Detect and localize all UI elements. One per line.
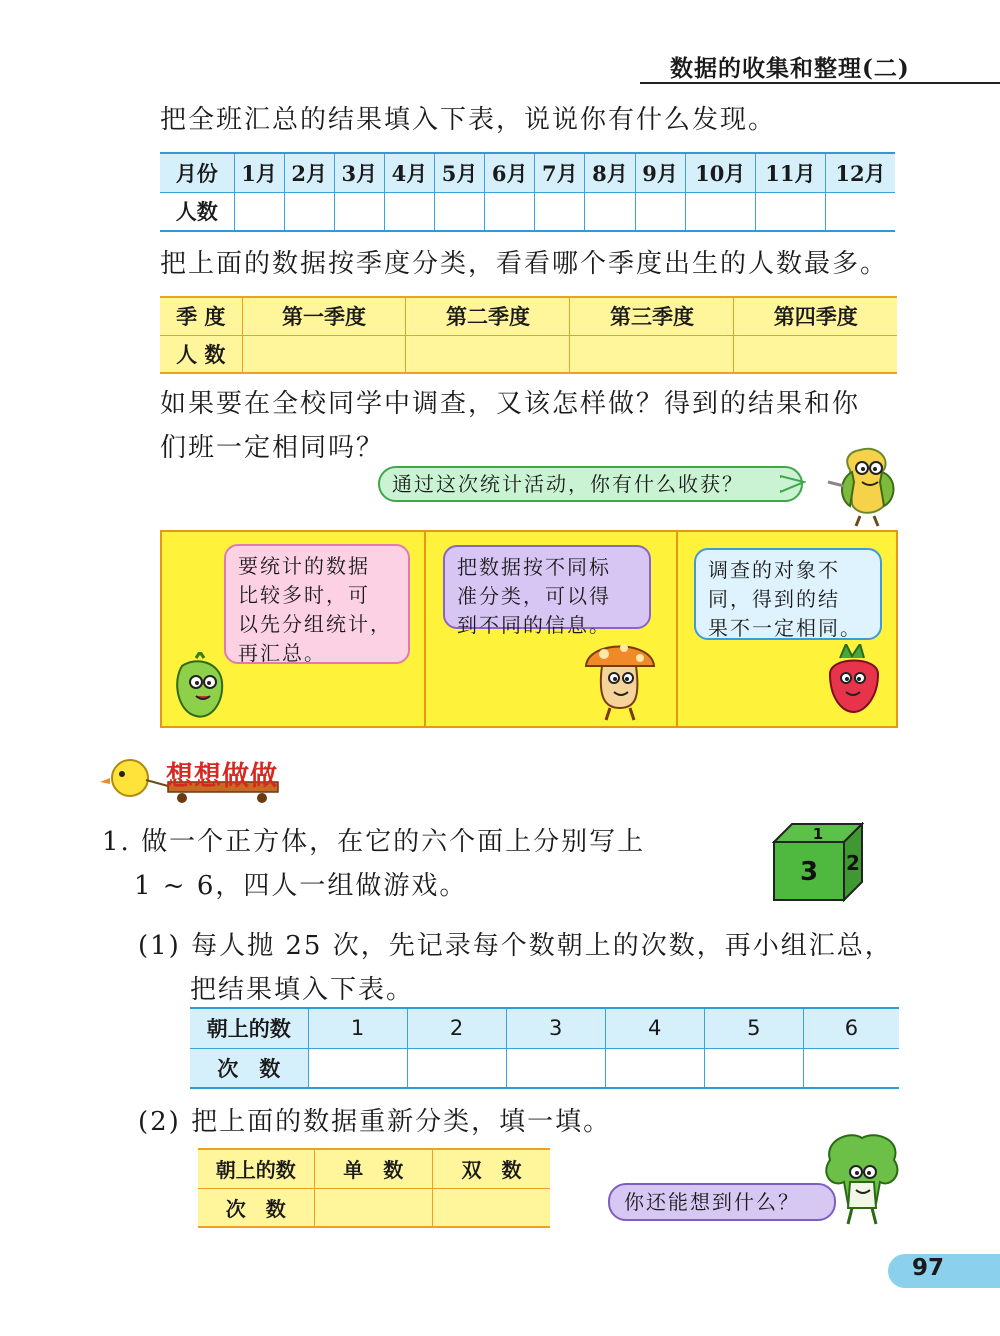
tip-line: 到不同的信息。 [457,613,611,637]
tip-line: 把数据按不同标 [457,555,611,579]
bubble-tail [780,474,806,496]
tip-line: 准分类，可以得 [457,584,611,608]
dice-value-cell: 2 [407,1008,506,1048]
tip-bubble-group [224,544,410,664]
parity-count-header: 次 数 [198,1188,314,1227]
count-cell[interactable] [432,1188,550,1227]
season-count-header: 人 数 [160,335,242,373]
tip-line: 果不一定相同。 [708,616,862,640]
count-cell[interactable] [435,192,485,231]
month-cell: 6月 [485,153,535,192]
month-cell: 8月 [585,153,635,192]
even-column-header: 双 数 [432,1149,550,1188]
month-cell: 1月 [234,153,284,192]
month-count-row [160,192,895,231]
dice-value-cell: 5 [704,1008,803,1048]
season-cell: 第三季度 [570,297,734,335]
dice-header-row [190,1008,899,1048]
month-cell: 4月 [384,153,434,192]
question-bubble: 通过这次统计活动，你有什么收获？ [378,466,803,502]
season-header-row [160,297,897,335]
season-cell: 第二季度 [406,297,570,335]
count-cell[interactable] [535,192,585,231]
count-cell[interactable] [734,335,897,373]
part-1-line1: (1) 每人抛 25 次，先记录每个数朝上的次数，再小组汇总， [138,931,893,961]
tip-line: 要统计的数据 [238,554,370,578]
count-cell[interactable] [314,1188,432,1227]
dice-table [190,1007,899,1089]
count-cell[interactable] [334,192,384,231]
count-cell[interactable] [605,1048,704,1088]
dice-count-row [190,1048,899,1088]
count-cell[interactable] [755,192,825,231]
section-title: 想想做做 [166,761,278,792]
month-cell: 9月 [635,153,685,192]
month-cell: 12月 [825,153,895,192]
parity-header-row [198,1149,550,1188]
month-table [160,152,895,232]
season-row-header: 季 度 [160,297,242,335]
month-cell: 11月 [755,153,825,192]
tip-line: 调查的对象不 [708,558,840,582]
dice-count-header: 次 数 [190,1048,308,1088]
dice-value-cell: 1 [308,1008,407,1048]
month-cell: 10月 [685,153,755,192]
odd-column-header: 单 数 [314,1149,432,1188]
parity-table [198,1148,550,1228]
month-cell: 7月 [535,153,585,192]
dice-value-cell: 6 [803,1008,899,1048]
number-cube-icon [772,822,864,902]
season-cell: 第一季度 [242,297,406,335]
dice-value-cell: 3 [506,1008,605,1048]
count-cell[interactable] [825,192,895,231]
count-cell[interactable] [308,1048,407,1088]
exercise-1 [102,820,645,908]
exercise-1-line1: 1. 做一个正方体，在它的六个面上分别写上 [102,827,646,857]
count-cell[interactable] [242,335,406,373]
count-cell[interactable] [284,192,334,231]
school-question-line2: 们班一定相同吗？ [160,433,385,463]
tip-line: 再汇总。 [238,641,326,665]
count-cell[interactable] [234,192,284,231]
season-count-row [160,335,897,373]
tip-line: 比较多时，可 [238,583,370,607]
cube-front-face: 3 [799,857,819,887]
season-cell: 第四季度 [734,297,897,335]
count-cell[interactable] [506,1048,605,1088]
dice-row-header: 朝上的数 [190,1008,308,1048]
count-cell[interactable] [570,335,734,373]
count-cell[interactable] [485,192,535,231]
intro-text: 把全班汇总的结果填入下表，说说你有什么发现。 [160,105,777,135]
month-cell: 3月 [334,153,384,192]
question-bubble-bottom: 你还能想到什么？ [608,1183,836,1221]
month-header-row [160,153,895,192]
tip-bubble-objects [694,548,882,640]
header-rule [640,82,1000,84]
parity-count-row [198,1188,550,1227]
tip-line: 同，得到的结 [708,587,840,611]
count-cell[interactable] [704,1048,803,1088]
part-1-line2: 把结果填入下表。 [190,975,415,1005]
exercise-1-part-2: (2) 把上面的数据重新分类，填一填。 [138,1107,612,1137]
panel-divider [676,532,678,726]
count-cell[interactable] [384,192,434,231]
tip-line: 以先分组统计， [238,612,392,636]
panel-divider [424,532,426,726]
chapter-title: 数据的收集和整理(二) [670,55,910,82]
count-cell[interactable] [585,192,635,231]
season-text: 把上面的数据按季度分类，看看哪个季度出生的人数最多。 [160,249,889,279]
tip-bubble-classify [443,545,651,637]
radish-character-icon [820,644,888,716]
pepper-character-icon [166,652,238,724]
corn-character-icon [820,442,906,528]
dice-value-cell: 4 [605,1008,704,1048]
mushroom-character-icon [582,636,658,722]
count-cell[interactable] [635,192,685,231]
season-table [160,296,897,374]
count-cell[interactable] [406,335,570,373]
count-cell[interactable] [803,1048,899,1088]
page-number: 97 [912,1255,945,1281]
count-cell[interactable] [685,192,755,231]
cabbage-character-icon [820,1130,904,1226]
school-question-line1: 如果要在全校同学中调查，又该怎样做？得到的结果和你 [160,389,861,419]
exercise-1-part-1 [138,924,893,1012]
cube-top-face: 1 [812,825,824,843]
count-row-header: 人数 [160,192,234,231]
exercise-1-line2: 1 ~ 6，四人一组做游戏。 [134,871,468,901]
school-question [160,382,860,470]
month-row-header: 月份 [160,153,234,192]
parity-row-header: 朝上的数 [198,1149,314,1188]
count-cell[interactable] [407,1048,506,1088]
month-cell: 2月 [284,153,334,192]
cube-side-face: 2 [846,851,860,875]
month-cell: 5月 [435,153,485,192]
